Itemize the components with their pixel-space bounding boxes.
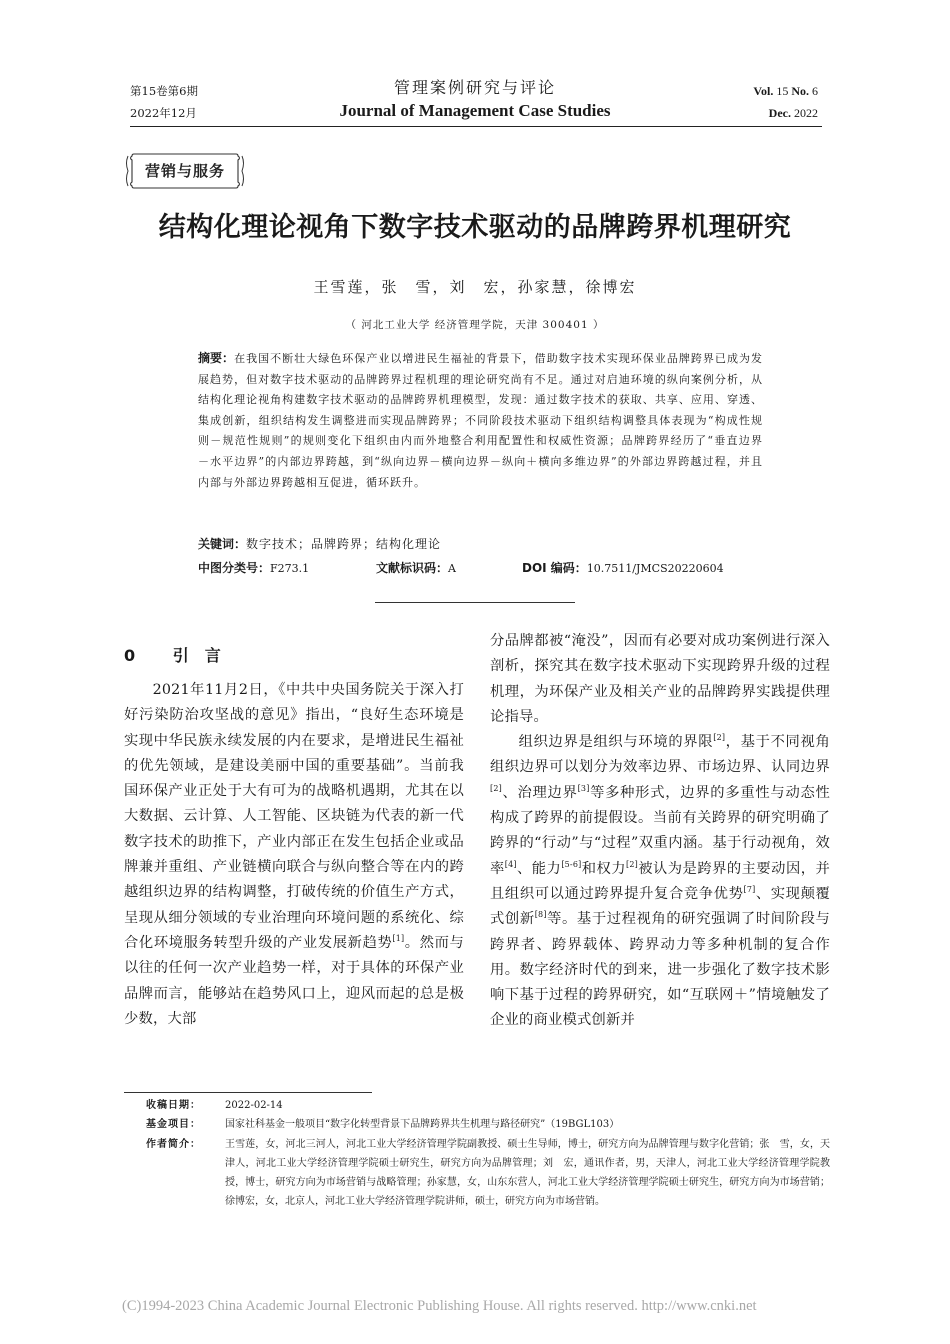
fund-label: 基金项目： bbox=[146, 1119, 201, 1131]
received-date-row bbox=[146, 1096, 830, 1115]
text-run: 2021年11月2日，《中共中央国务院关于深入打好污染防治攻坚战的意见》指出，“良好生态环境是实现中华民族永续发展的内在要求，是增进民生福祉的优先领域，是建设美丽中国的重要基础”。当前我国环保产业正处于大有可为的战略机遇期，尤其在以大数据、云计算、人工智能、区块链为代表的新一代数字技术的助推下，产业内部正在发生包括企业或品牌兼并重组、产业链横向联合与纵向整合等在内的跨越组织边界的结构调整，打破传统的价值生产方式，呈现从细分领域的专业治理向环境问题的系统化、综合化环境服务转型升级的产业发展新趋势 bbox=[124, 682, 464, 951]
volume-issue-cn: 第15卷第6期 bbox=[130, 84, 198, 98]
author-list: 王雪莲，张 雪，刘 宏，孙家慧，徐博宏 bbox=[313, 278, 637, 296]
citation: [1] bbox=[392, 934, 405, 944]
doc-code-value: A bbox=[448, 562, 456, 575]
citation: [2] bbox=[713, 733, 726, 743]
doi-code bbox=[522, 558, 724, 579]
paragraph: 分品牌都被“淹没”，因而有必要对成功案例进行深入剖析，探究其在数字技术驱动下实现跨界升级的过程机理，为环保产业及相关产业的品牌跨界实践提供理论指导。 bbox=[490, 633, 830, 725]
citation: [5-6] bbox=[561, 859, 582, 869]
affiliation: （ 河北工业大学 经济管理学院，天津 300401 ） bbox=[345, 319, 605, 331]
received-label: 收稿日期： bbox=[146, 1100, 201, 1111]
header-issue-info-en bbox=[753, 80, 818, 124]
section-tag-label: 营销与服务 bbox=[144, 162, 225, 180]
doi-value: 10.7511/JMCS20220604 bbox=[586, 562, 724, 575]
section-tag bbox=[124, 150, 246, 192]
no-label: No. bbox=[791, 84, 809, 98]
body-column-right bbox=[490, 629, 830, 1034]
paper-title: 结构化理论视角下数字技术驱动的品牌跨界机理研究 bbox=[158, 212, 792, 243]
journal-name bbox=[275, 78, 675, 124]
clc-value: F273.1 bbox=[270, 562, 310, 575]
citation: [3] bbox=[577, 784, 590, 794]
citation: [8] bbox=[534, 910, 547, 920]
keywords-text: 数字技术；品牌跨界；结构化理论 bbox=[246, 537, 442, 551]
text-run: 等多种形式，边界的多重性与动态性构成了跨界的前提假设。当前有关跨界的研究明确了跨界的“行动”与“过程”双重内涵。基于行动视角，效率 bbox=[490, 784, 830, 877]
keywords bbox=[198, 534, 763, 554]
journal-name-en: Journal of Management Case Studies bbox=[339, 101, 611, 120]
citation: [7] bbox=[743, 885, 756, 895]
text-run: 、实现颠覆式创新 bbox=[490, 885, 830, 928]
paragraph bbox=[124, 678, 464, 1032]
volume-issue-en bbox=[753, 80, 818, 102]
header-issue-info bbox=[130, 80, 198, 124]
fund-row bbox=[146, 1115, 830, 1134]
fund-value: 国家社科基金一般项目“数字化转型背景下品牌跨界共生机理与路径研究”（19BGL103） bbox=[225, 1119, 620, 1131]
date-en bbox=[753, 102, 818, 124]
document-code bbox=[376, 558, 456, 579]
text-run: 、能力 bbox=[516, 860, 562, 877]
vol-label: Vol. bbox=[753, 84, 774, 98]
abstract bbox=[198, 348, 763, 493]
body-column-left bbox=[124, 678, 464, 1032]
copyright-notice: (C)1994-2023 China Academic Journal Electronic Publishing House. All rights reserved. http://www.cnki.net bbox=[122, 1298, 757, 1314]
classification-line bbox=[198, 558, 798, 579]
abstract-label: 摘要： bbox=[198, 351, 235, 365]
header-divider bbox=[130, 126, 822, 127]
text-run: 等。基于过程视角的研究强调了时间阶段与跨界者、跨界载体、跨界动力等多种机制的复合作用。数字经济时代的到来，进一步强化了数字技术影响下基于过程的跨界研究，如“互联网＋”情境触发了企业的商业模式创新并 bbox=[490, 911, 830, 1029]
paragraph bbox=[490, 730, 830, 1034]
date-cn: 2022年12月 bbox=[130, 106, 197, 120]
vol-number: 15 bbox=[776, 84, 789, 98]
text-run: 组织边界是组织与环境的界限 bbox=[518, 734, 714, 751]
text-run: 和权力 bbox=[581, 860, 627, 877]
author-bio-row bbox=[146, 1135, 830, 1212]
text-run: 被认为是跨界的主要动因，并且组织可以通过跨界提升复合竞争优势 bbox=[490, 860, 830, 902]
clc-label: 中图分类号： bbox=[198, 561, 271, 575]
text-run: 。然而与以往的任何一次产业趋势一样，对于具体的环保产业品牌而言，能够站在趋势风口上，迎风而起的总是极少数，大部 bbox=[124, 934, 464, 1027]
text-run: 、治理边界 bbox=[501, 784, 578, 801]
author-bio-label: 作者简介： bbox=[146, 1138, 201, 1150]
section-title: 引言 bbox=[172, 646, 237, 665]
citation: [2] bbox=[490, 784, 502, 794]
keywords-label: 关键词： bbox=[198, 537, 247, 551]
citation: [4] bbox=[504, 859, 517, 869]
clc-code bbox=[198, 562, 309, 575]
footnotes bbox=[146, 1096, 830, 1212]
month-en: Dec. bbox=[768, 106, 791, 120]
no-number: 6 bbox=[812, 84, 818, 98]
section-number: 0 bbox=[124, 646, 152, 665]
received-value: 2022-02-14 bbox=[225, 1100, 283, 1111]
journal-name-cn: 管理案例研究与评论 bbox=[393, 78, 556, 97]
section-heading bbox=[124, 644, 237, 668]
doi-label: DOI 编码： bbox=[522, 561, 587, 575]
author-bio-value: 王雪莲，女，河北三河人，河北工业大学经济管理学院副教授、硕士生导师，博士，研究方向为品牌管理与数字化营销；张 雪，女，天津人，河北工业大学经济管理学院硕士研究生，研究方向为品牌管理；刘 宏，通讯作者，男，天津人，河北工业大学经济管理学院教授，博士，研究方向为市场营销与战略管理；孙家慧，女，山东东营人，河北工业大学经济管理学院硕士研究生，研究方向为市场营销；徐博宏，女，北京人，河北工业大学经济管理学院讲师，硕士，研究方向为市场营销。 bbox=[225, 1138, 830, 1208]
abstract-divider bbox=[375, 602, 575, 603]
text-run: ，基于不同视角组织边界可以划分为效率边界、市场边界、认同边界 bbox=[490, 734, 830, 776]
citation: [2] bbox=[626, 859, 638, 869]
doc-code-label: 文献标识码： bbox=[376, 561, 449, 575]
footnote-divider bbox=[124, 1092, 372, 1093]
year-en: 2022 bbox=[794, 106, 818, 120]
abstract-text: 在我国不断壮大绿色环保产业以增进民生福祉的背景下，借助数字技术实现环保业品牌跨界已成为发展趋势，但对数字技术驱动的品牌跨界过程机理的理论研究尚有不足。通过对启迪环境的纵向案例分析，从结构化理论视角构建数字技术驱动的品牌跨界机理模型，发现：通过数字技术的获取、共享、应用、穿透、集成创新，组织结构发生调整进而实现品牌跨界；不同阶段技术驱动下组织结构调整具体表现为“构成性规则－规范性规则”的规则变化下组织由内而外地整合利用配置性和权威性资源；品牌跨界经历了“垂直边界－水平边界”的内部边界跨越，到“纵向边界－横向边界－纵向＋横向多维边界”的外部边界跨越过程，并且内部与外部边界跨越相互促进，循环跃升。 bbox=[198, 352, 763, 489]
